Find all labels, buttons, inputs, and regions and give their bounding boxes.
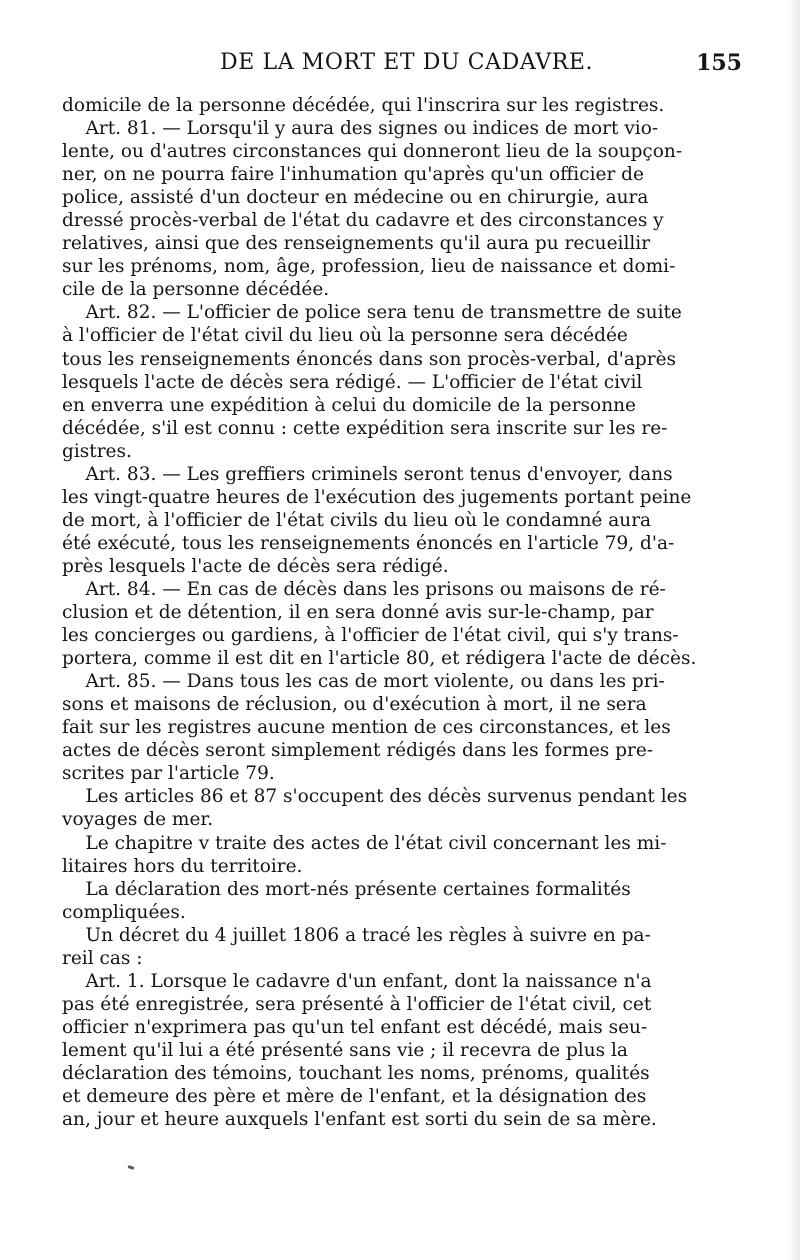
text-line: compliquées. [62, 901, 186, 923]
text-line: an, jour et heure auxquels l'enfant est sorti du sein de sa mère. [62, 1109, 657, 1131]
text-line: à l'officier de l'état civil du lieu où la personne sera décédée [62, 325, 628, 347]
text-line: sur les prénoms, nom, âge, profession, lieu de naissance et domi- [62, 256, 676, 278]
page-number: 155 [696, 50, 742, 76]
ink-speck [128, 1165, 135, 1170]
body-text [62, 94, 740, 1131]
text-line: scrites par l'article 79. [62, 763, 275, 785]
text-line: Art. 82. — L'officier de police sera tenu de transmettre de suite [62, 302, 682, 324]
text-line: actes de décès seront simplement rédigés dans les formes pre- [62, 740, 654, 762]
running-head [210, 50, 770, 82]
text-line: Le chapitre v traite des actes de l'état civil concernant les mi- [62, 832, 667, 854]
text-line: de mort, à l'officier de l'état civils du lieu où le condamné aura [62, 509, 652, 531]
text-line: tous les renseignements énoncés dans son procès-verbal, d'après [62, 348, 677, 370]
text-line: litaires hors du territoire. [62, 855, 303, 877]
text-line: reil cas : [62, 947, 143, 969]
text-line: pas été enregistrée, sera présenté à l'officier de l'état civil, cet [62, 993, 652, 1015]
text-line: lesquels l'acte de décès sera rédigé. — L'officier de l'état civil [62, 371, 643, 393]
text-line: Art. 84. — En cas de décès dans les prisons ou maisons de ré- [62, 578, 666, 600]
text-line: officier n'exprimera pas qu'un tel enfant est décédé, mais seu- [62, 1016, 648, 1038]
text-line: portera, comme il est dit en l'article 80, et rédigera l'acte de décès. [62, 648, 697, 670]
text-line: les vingt-quatre heures de l'exécution des jugements portant peine [62, 486, 692, 508]
text-line: cile de la personne décédée. [62, 279, 330, 301]
text-line: Art. 81. — Lorsqu'il y aura des signes ou indices de mort vio- [62, 118, 659, 140]
text-line: sons et maisons de réclusion, ou d'exécution à mort, il ne sera [62, 694, 647, 716]
text-line: gistres. [62, 440, 132, 462]
text-line: les concierges ou gardiens, à l'officier de l'état civil, qui s'y trans- [62, 625, 679, 647]
text-line: clusion et de détention, il en sera donné avis sur-le-champ, par [62, 602, 654, 624]
text-line: Les articles 86 et 87 s'occupent des décès survenus pendant les [62, 786, 688, 808]
text-line: dressé procès-verbal de l'état du cadavre et des circonstances y [62, 210, 664, 232]
text-line: Un décret du 4 juillet 1806 a tracé les règles à suivre en pa- [62, 924, 651, 946]
text-line: en enverra une expédition à celui du domicile de la personne [62, 394, 636, 416]
text-line: relatives, ainsi que des renseignements qu'il aura pu recueillir [62, 233, 651, 255]
text-line: lente, ou d'autres circonstances qui donneront lieu de la soupçon- [62, 141, 683, 163]
text-line: lement qu'il lui a été présenté sans vie ; il recevra de plus la [62, 1039, 628, 1061]
text-line: voyages de mer. [62, 809, 214, 831]
running-title: DE LA MORT ET DU CADAVRE. [220, 50, 594, 75]
text-line: décédée, s'il est connu : cette expédition sera inscrite sur les re- [62, 417, 668, 439]
page-edge-shadow [786, 0, 800, 1260]
text-line: La déclaration des mort-nés présente certaines formalités [62, 878, 631, 900]
text-line: ner, on ne pourra faire l'inhumation qu'après qu'un officier de [62, 164, 644, 186]
text-line: Art. 85. — Dans tous les cas de mort violente, ou dans les pri- [62, 671, 665, 693]
text-line: été exécuté, tous les renseignements énoncés en l'article 79, d'a- [62, 532, 675, 554]
text-line: déclaration des témoins, touchant les noms, prénoms, qualités [62, 1062, 650, 1084]
text-line: près lesquels l'acte de décès sera rédigé. [62, 555, 449, 577]
text-line: et demeure des père et mère de l'enfant, et la désignation des [62, 1086, 647, 1108]
text-line: fait sur les registres aucune mention de ces circonstances, et les [62, 717, 671, 739]
text-line: Art. 83. — Les greffiers criminels seront tenus d'envoyer, dans [62, 463, 673, 485]
text-line: police, assisté d'un docteur en médecine ou en chirurgie, aura [62, 187, 649, 209]
text-line: Art. 1. Lorsque le cadavre d'un enfant, dont la naissance n'a [62, 970, 652, 992]
text-line: domicile de la personne décédée, qui l'inscrira sur les registres. [62, 95, 665, 116]
